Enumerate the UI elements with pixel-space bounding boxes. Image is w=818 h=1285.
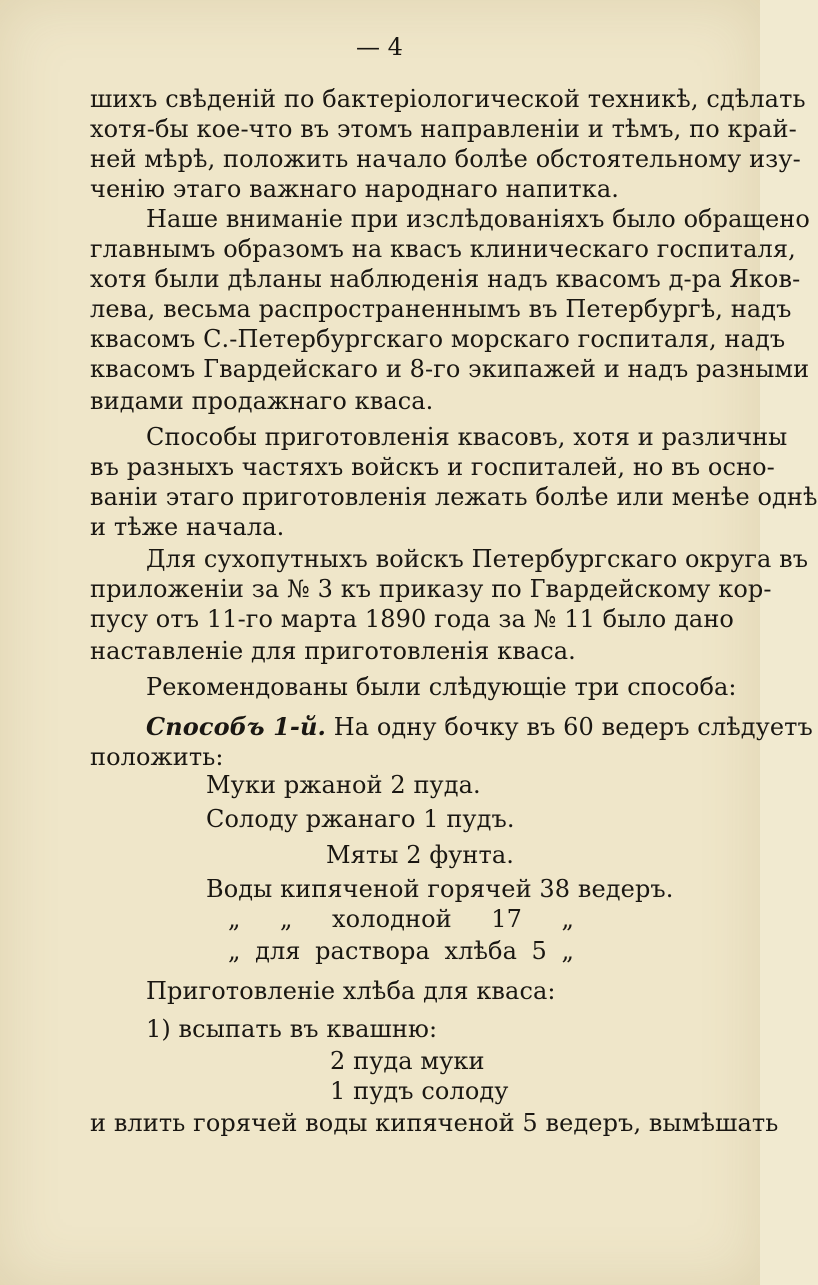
text-line: ней мѣрѣ, положить начало болѣе обстоятельному изу- bbox=[90, 145, 801, 173]
recipe-item: Солоду ржанаго 1 пудъ. bbox=[206, 805, 515, 833]
text-line: Наше вниманіе при изслѣдованіяхъ было обращено bbox=[146, 205, 810, 233]
page-number: — 4 bbox=[356, 33, 403, 61]
text-line: пусу отъ 11-го марта 1890 года за № 11 было дано bbox=[90, 605, 734, 633]
text-line: ваніи этаго приготовленія лежать болѣе или менѣе однѣ bbox=[90, 483, 818, 511]
recipe-item: „ „ холодной 17 „ bbox=[228, 905, 574, 933]
text-line: лева, весьма распространеннымъ въ Петербургѣ, надъ bbox=[90, 295, 792, 323]
list-item: 2 пуда муки bbox=[330, 1047, 485, 1075]
text-line: ченію этаго важнаго народнаго напитка. bbox=[90, 175, 619, 203]
list-item: 1 пудъ солоду bbox=[330, 1077, 509, 1105]
method-text: На одну бочку въ 60 ведеръ слѣдуетъ bbox=[325, 713, 813, 741]
text-line: Способы приготовленія квасовъ, хотя и различны bbox=[146, 423, 788, 451]
text-line: положить: bbox=[90, 743, 224, 771]
recipe-item: Мяты 2 фунта. bbox=[326, 841, 515, 869]
method-label: Способъ 1-й. bbox=[146, 712, 326, 741]
text-line: въ разныхъ частяхъ войскъ и госпиталей, но въ осно- bbox=[90, 453, 775, 481]
text-line: и влить горячей воды кипяченой 5 ведеръ, вымѣшать bbox=[90, 1109, 779, 1137]
text-line: 1) всыпать въ квашню: bbox=[146, 1015, 438, 1043]
text-line: шихъ свѣденій по бактеріологической техникѣ, сдѣлать bbox=[90, 85, 806, 113]
text-line: приложеніи за № 3 къ приказу по Гвардейскому кор- bbox=[90, 575, 772, 603]
text-line: и тѣже начала. bbox=[90, 513, 285, 541]
text-line: главнымъ образомъ на квасъ клиническаго госпиталя, bbox=[90, 235, 796, 263]
text-line: Рекомендованы были слѣдующіе три способа: bbox=[146, 673, 737, 701]
text-line: видами продажнаго кваса. bbox=[90, 387, 434, 415]
text-line: Приготовленіе хлѣба для кваса: bbox=[146, 977, 556, 1005]
recipe-item: „ для раствора хлѣба 5 „ bbox=[228, 937, 574, 965]
recipe-item: Муки ржаной 2 пуда. bbox=[206, 771, 481, 799]
text-line: хотя-бы кое-что въ этомъ направленіи и тѣмъ, по край- bbox=[90, 115, 797, 143]
text-line: Для сухопутныхъ войскъ Петербургскаго округа въ bbox=[146, 545, 809, 573]
text-line: наставленіе для приготовленія кваса. bbox=[90, 637, 576, 665]
text-line: квасомъ С.-Петербургскаго морскаго госпиталя, надъ bbox=[90, 325, 786, 353]
text-line: квасомъ Гвардейскаго и 8-го экипажей и надъ разными bbox=[90, 355, 810, 383]
method-heading-line bbox=[146, 712, 813, 742]
text-line: хотя были дѣланы наблюденія надъ квасомъ д-ра Яков- bbox=[90, 265, 801, 293]
recipe-item: Воды кипяченой горячей 38 ведеръ. bbox=[206, 875, 674, 903]
